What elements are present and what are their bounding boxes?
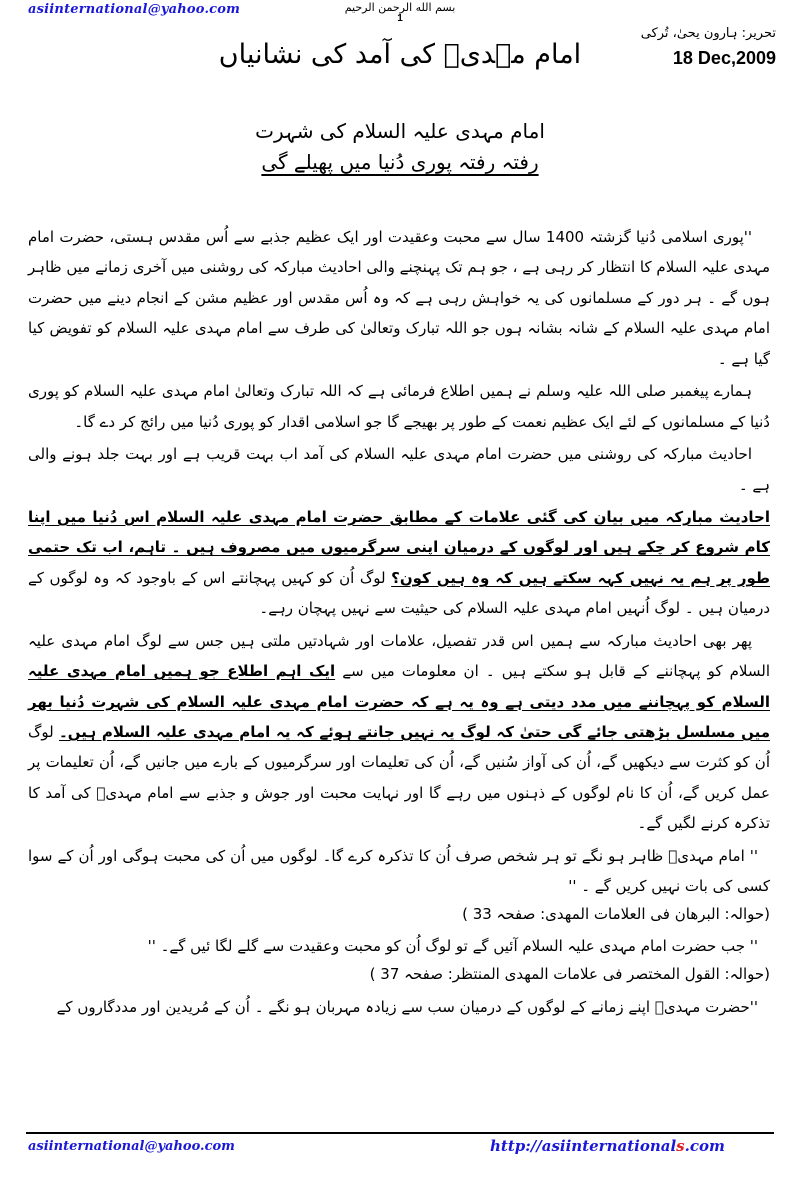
paragraph-2: ہمارے پیغمبر صلی اللہ علیہ وسلم نے ہمیں اطلاع فرمائی ہے کہ اللہ تبارک وتعالیٰ امام مہدی علیہ السلام کو پوری دُنیا کے مسلمانوں کے لئے ایک عظیم نعمت کے طور پر بھیجے گا جو اسلامی اقدار کو پوری دُنیا میں رائج کر دے گا۔ [28,382,770,431]
page-footer [0,1132,800,1182]
paragraph-5-emphasis: ایک اہم اطلاع جو ہمیں امام مہدی علیہ السلام کو پہچاننے میں مدد دیتی ہے وہ یہ ہے کہ حضرت امام مہدی علیہ السلام کی شہرت دُنیا بھر میں مسلسل بڑھتی جائے گی حتیٰ کہ لوگ یہ نہیں جانتے ہوئے کہ یہ امام مہدی علیہ السلام ہیں۔ [28,662,771,741]
paragraph-5 [28,626,770,839]
footer-email[interactable]: asiinternational@yahoo.com [28,1139,235,1154]
footer-url-main: http://asiinternational [490,1137,677,1155]
page-number: 1 [397,13,403,24]
paragraph-3: احادیث مبارکہ کی روشنی میں حضرت امام مہدی علیہ السلام کی آمد اب بہت قریب ہے اور بہت جلد ہونے والی ہے ۔ [28,445,770,494]
paragraph-4-emphasis: احادیث مبارکہ میں بیان کی گئی علامات کے مطابق حضرت امام مہدی علیہ السلام اس دُنیا میں اپنا کام شروع کر چکے ہیں اور لوگوں کے درمیان اپنی سرگرمیوں میں مصروف ہیں ۔ تاہم، اب تک حتمی طور پر ہم یہ نہیں کہہ سکتے ہیں کہ وہ ہیں کون؟ [28,507,770,587]
subtitle-line-2: رفتہ رفتہ پوری دُنیا میں پھیلے گی [261,150,539,174]
subtitle-line-1: امام مہدی علیہ السلام کی شہرت [255,119,545,143]
paragraph-4 [28,502,770,624]
citation-2: (حوالہ: القول المختصر فی علامات المهدی المنتظر: صفحہ 37 ) [369,965,770,984]
footer-website-link[interactable] [490,1137,725,1155]
subtitle-block [0,116,800,178]
citation-1: (حوالہ: البرهان فی العلامات المهدی: صفحہ 33 ) [462,904,770,923]
article-body [28,222,770,1023]
footer-url-highlight: s [676,1137,685,1155]
page-title: امام مہدیؑ کی آمد کی نشانیاں [218,39,582,70]
paragraph-5-lead: پھر بھی احادیث مبارکہ سے ہمیں اس قدر تفصیل، علامات اور شہادتیں ملتی ہیں جس سے لوگ امام مہدی علیہ السلام کو پہچاننے کے قابل ہو سکتے ہیں ۔ ان معلومات میں سے [28,631,770,681]
publication-date: 18 Dec,2009 [672,48,776,68]
footer-divider [26,1132,774,1134]
paragraph-4-rest: لوگ اُن کو کہیں پہچانتے اس کے باوجود کہ وہ لوگوں کے درمیان ہیں ۔ لوگ اُنہیں امام مہدی علیہ السلام کی حیثیت سے نہیں پہچان رہے۔ [28,568,770,618]
quote-1: '' امام مہدیؑ ظاہر ہو نگے تو ہر شخص صرف اُن کا تذکرہ کرے گا۔ لوگوں میں اُن کی محبت ہوگی اور اُن کے سوا کسی کی بات نہیں کریں گے ۔ '' [28,846,770,895]
footer-url-tail: .com [684,1137,725,1155]
author-line: تحریر: ہارون یحیٰ، تُرکی [640,26,776,41]
header-email[interactable]: asiinternational@yahoo.com [28,2,241,17]
quote-3: ''حضرت مہدیؑ اپنے زمانے کے لوگوں کے درمیان سب سے زیادہ مہربان ہو نگے ۔ اُن کے مُریدین اور مددگاروں کے [56,997,758,1016]
paragraph-5-rest: لوگ اُن کو کثرت سے دیکھیں گے، اُن کی آواز سُنیں گے، اُن کی تعلیمات اور سرگرمیوں کے بارے میں جانیں گے، اُن تعلیمات پر عمل کریں گے، اُن کا نام لوگوں کے ذہنوں میں رہے گا اور نہایت محبت اور جوش و جذبے سے امام مہدیؑ کی آمد کا تذکرہ کرنے لگیں گے۔ [28,723,770,833]
paragraph-1: ''پوری اسلامی دُنیا گزشتہ 1400 سال سے محبت وعقیدت اور ایک عظیم جذبے سے اُس مقدس ہستی، حضرت امام مہدی علیہ السلام کا انتظار کر رہی ہے ، جو ہم تک پہنچنے والی احادیث مبارکہ کی روشنی میں آخری زمانے میں ظاہر ہوں گے ۔ ہر دور کے مسلمانوں کی یہ خواہش رہی ہے کہ وہ اُس مقدس اور عظیم مشن کے انجام دینے میں حضرت امام مہدی علیہ السلام کے شانہ بشانہ ہوں جو اللہ تبارک وتعالیٰ کی طرف سے امام مہدی علیہ السلام کو تفویض کیا گیا ہے ۔ [28,228,770,368]
bismillah-text: بسم الله الرحمن الرحيم [344,1,456,14]
quote-2: '' جب حضرت امام مہدی علیہ السلام آئیں گے تو لوگ اُن کو محبت وعقیدت سے گلے لگا ئیں گے۔ '' [147,937,758,956]
